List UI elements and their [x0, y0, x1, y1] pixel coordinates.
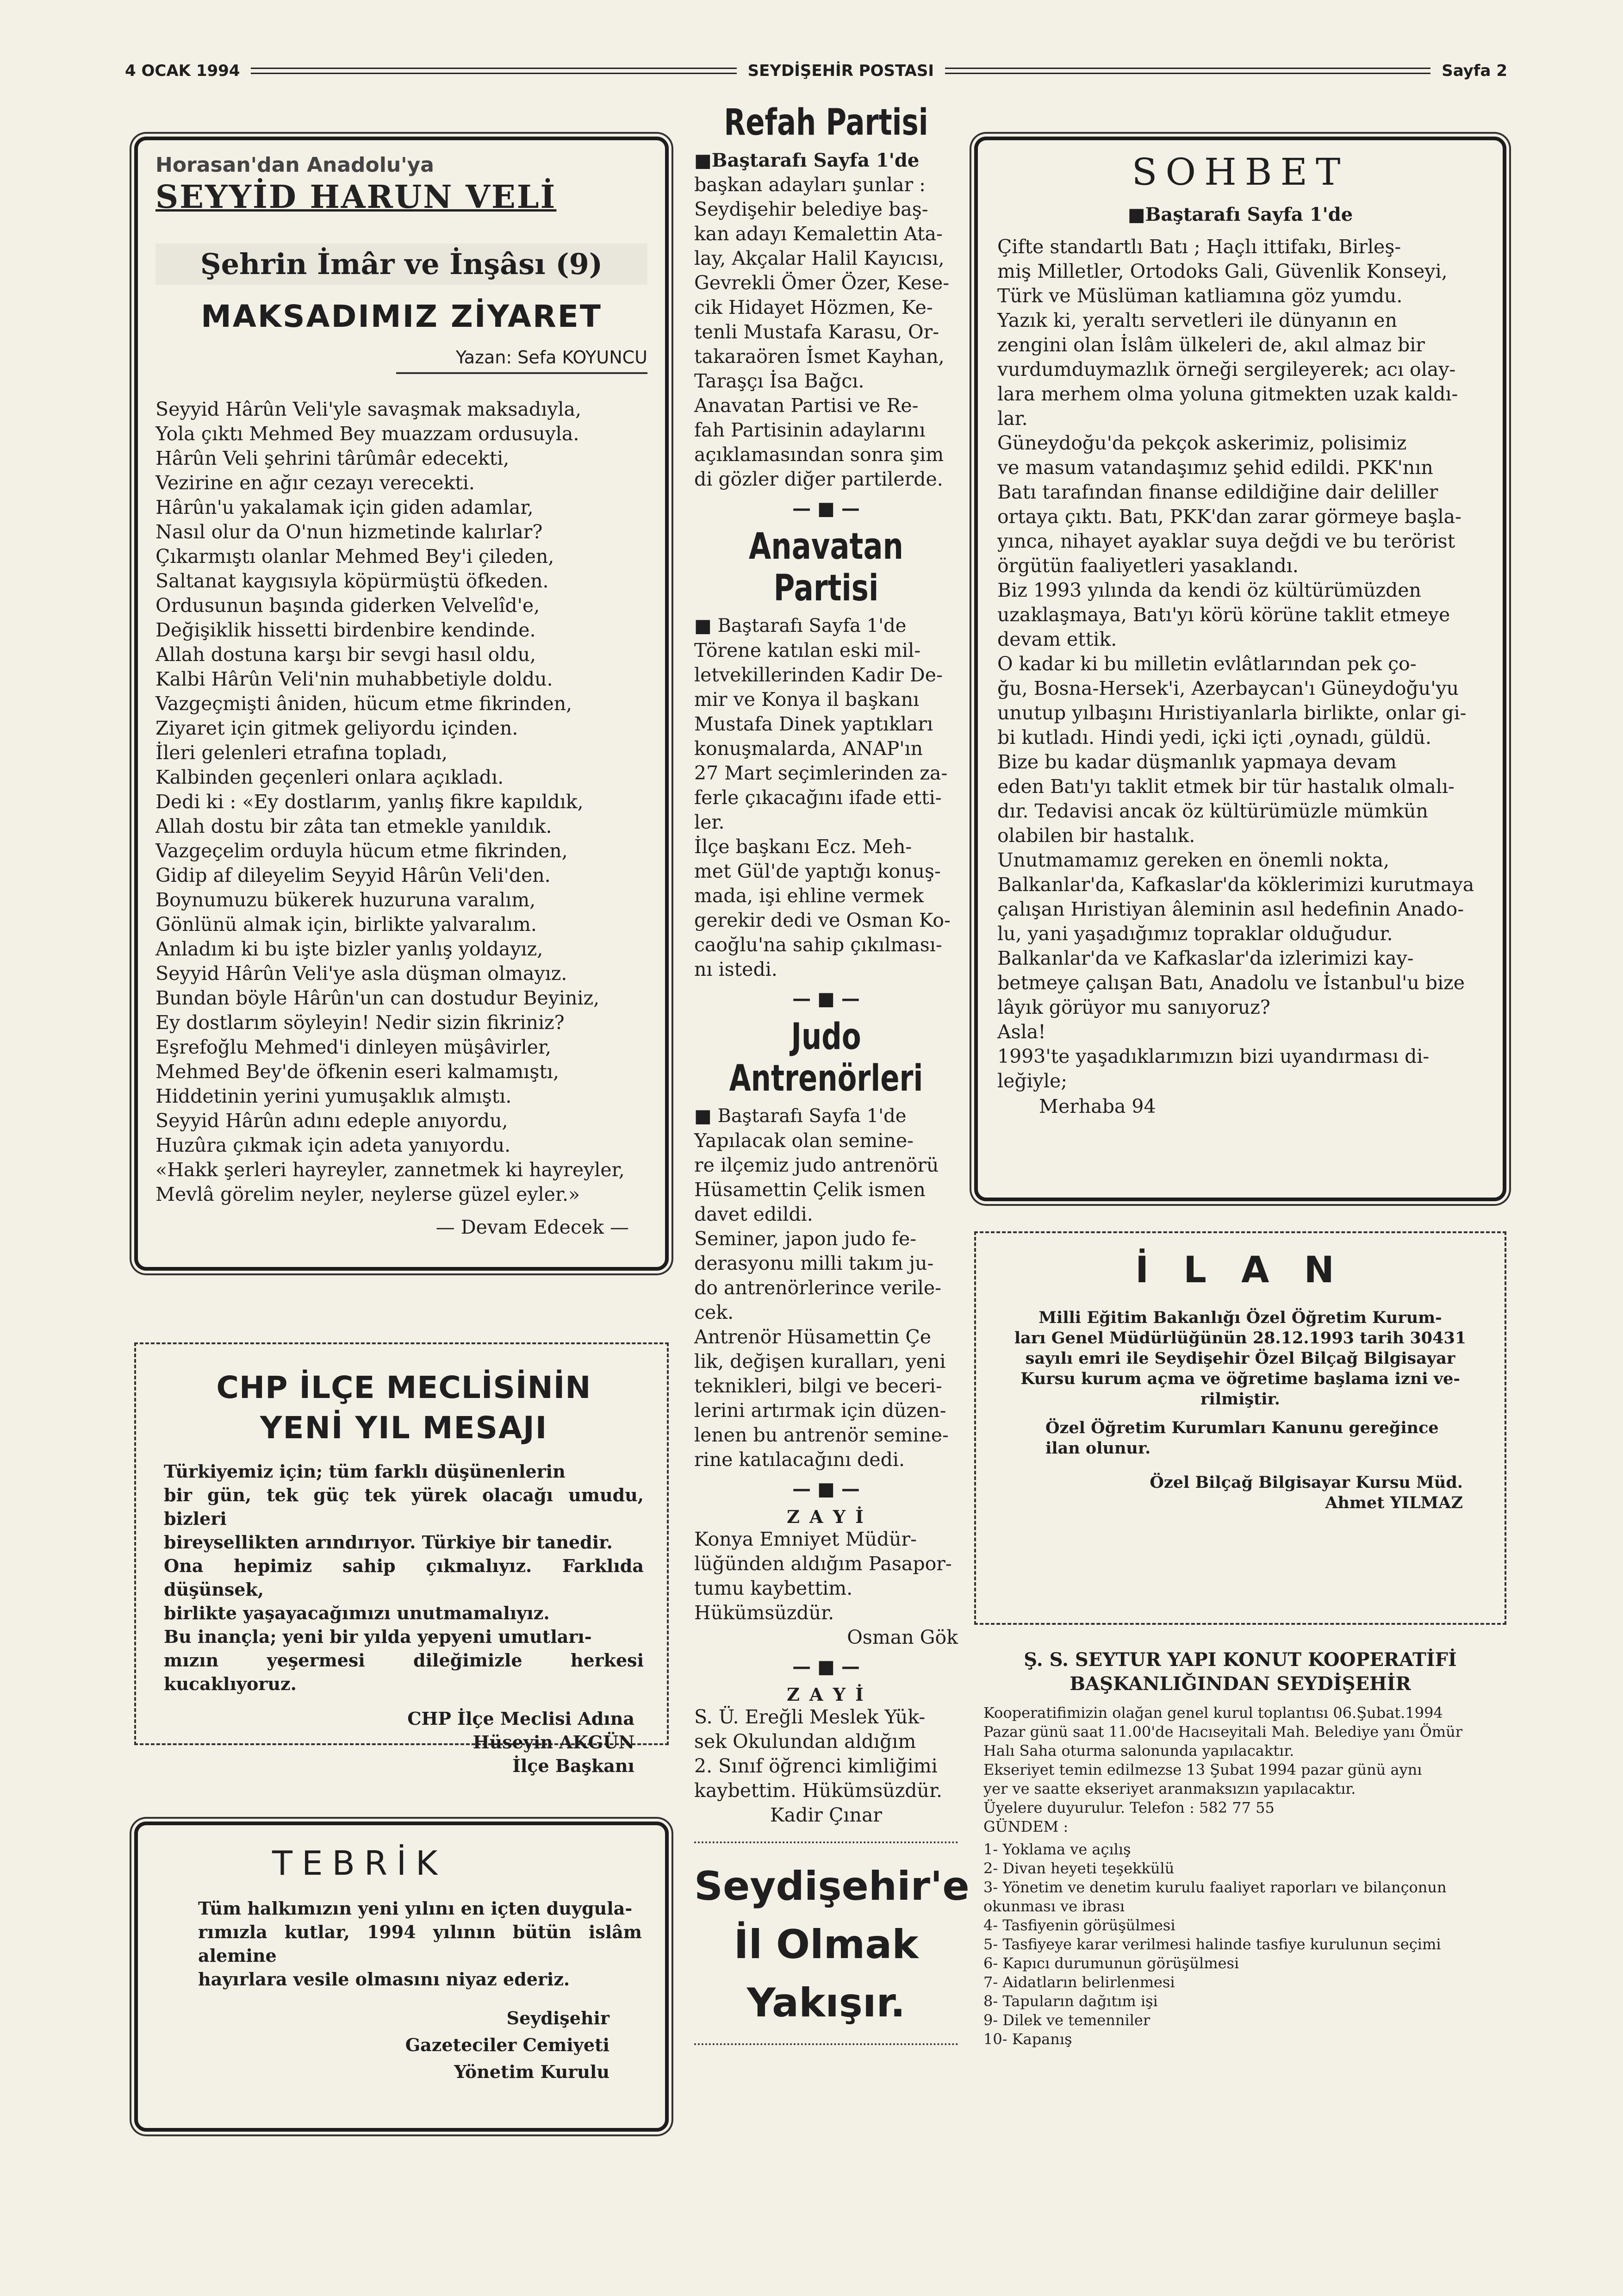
poem-line: Yola çıktı Mehmed Bey muazzam ordusuyla.	[155, 423, 579, 445]
sohbet-line: eden Batı'yı taklit etmek bir tür hastalık olmalı-	[997, 775, 1455, 798]
poem-line: Allah dostu bir zâta tan etmekle yanıldık.	[155, 815, 552, 837]
ilan-signature	[1004, 1472, 1477, 1513]
judo-line: cek.	[694, 1301, 734, 1323]
refah-line: kan adayı Kemalettin Ata-	[694, 223, 943, 245]
poem-line: Dedi ki : «Ey dostlarım, yanlış fikre kapıldık,	[155, 791, 584, 813]
anavatan-line: gerekir dedi ve Osman Ko-	[694, 909, 951, 931]
agenda-item: 1- Yoklama ve açılış	[983, 1841, 1131, 1858]
refah-title: Refah Partisi	[724, 102, 928, 144]
anavatan-body	[694, 638, 958, 982]
tebrik-signature	[161, 2005, 642, 2085]
judo-title: Judo Antrenörleri	[729, 1016, 923, 1099]
sohbet-line: örgütün faaliyetleri yasaklandı.	[997, 555, 1299, 577]
slogan-line: Seydişehir'e	[694, 1863, 970, 1909]
judo-line: lenen bu antrenör semine-	[694, 1424, 949, 1446]
sohbet-line: Güneydoğu'da pekçok askerimiz, polisimiz	[997, 432, 1407, 454]
poem-line: Gönlünü almak için, birlikte yalvaralım.	[155, 913, 537, 936]
poem-line: Ziyaret için gitmek geliyordu içinden.	[155, 717, 518, 739]
sohbet-ref: ■Baştarafı Sayfa 1'de	[1127, 204, 1353, 225]
poem-line: Seyyid Hârûn adını edeple anıyordu,	[155, 1110, 508, 1132]
seytur-line: Pazar günü saat 11.00'de Hacıseyitali Mah. Belediye yanı Ömür	[983, 1723, 1463, 1741]
sohbet-line: yınca, nihayet ayaklar suya değdi ve bu terörist	[997, 530, 1455, 552]
issue-date: 4 OCAK 1994	[125, 62, 240, 80]
separator: — ■ —	[792, 1656, 860, 1678]
judo-line: davet edildi.	[694, 1203, 813, 1225]
sohbet-line: Yazık ki, yeraltı servetleri ile dünyanın en	[997, 309, 1397, 331]
chp-line: bireysellikten arındırıyor. Türkiye bir tanedir.	[164, 1532, 613, 1553]
chp-body	[164, 1460, 644, 1696]
anavatan-line: letvekillerinden Kadir De-	[694, 664, 943, 686]
tebrik-signature-line: Gazeteciler Cemiyeti	[405, 2034, 609, 2055]
sohbet-line: Batı tarafından finanse edildiğine dair deliller	[997, 481, 1438, 503]
article-subtitle: MAKSADIMIZ ZİYARET	[201, 299, 602, 334]
poem-line: Çıkarmıştı olanlar Mehmed Bey'i çileden,	[155, 545, 554, 568]
chp-title-1: CHP İLÇE MECLİSİNİN	[216, 1370, 591, 1405]
sohbet-line: lâyık görüyor mu sanıyoruz?	[997, 996, 1270, 1018]
ilan-line: rilmiştir.	[1200, 1390, 1280, 1409]
sohbet-signature: Merhaba 94	[1039, 1095, 1156, 1117]
sohbet-line: Balkanlar'da, Kafkaslar'da köklerimizi kurutmaya	[997, 873, 1474, 896]
chp-message-box	[134, 1342, 669, 1776]
refah-line: cik Hidayet Hözmen, Ke-	[694, 296, 933, 318]
sohbet-line: O kadar ki bu milletin evlâtlarından pek ço-	[997, 653, 1417, 675]
zayi-1-line: lüğünden aldığım Pasapor-	[694, 1553, 952, 1575]
sohbet-line: lar.	[997, 407, 1028, 430]
poem-line: Saltanat kaygısıyla köpürmüştü öfkeden.	[155, 570, 549, 592]
refah-line: takaraören İsmet Kayhan,	[694, 345, 945, 368]
seytur-notice	[974, 1648, 1506, 2049]
chp-line: mızın yeşermesi dileğimizle herkesi kucaklıyoruz.	[164, 1650, 644, 1694]
judo-line: do antrenörlerince verile-	[694, 1277, 941, 1299]
sohbet-line: Bize bu kadar düşmanlık yapmaya devam	[997, 751, 1397, 773]
sohbet-line: bi kutladı. Hindi yedi, içki içti ,oynadı, güldü.	[997, 726, 1431, 749]
anavatan-line: İlçe başkanı Ecz. Meh-	[694, 836, 912, 858]
agenda-item: 10- Kapanış	[983, 2030, 1072, 2048]
sohbet-line: unutup yılbaşını Hıristiyanlarla birlikte, onlar gi-	[997, 702, 1467, 724]
sohbet-line: ve masum vatandaşımız şehid edildi. PKK'nın	[997, 456, 1433, 479]
zayi-2-line: 2. Sınıf öğrenci kimliğimi	[694, 1755, 938, 1777]
agenda-list	[974, 1840, 1506, 2049]
refah-line: lay, Akçalar Halil Kayıcısı,	[694, 247, 945, 269]
zayi-1-body	[694, 1527, 958, 1625]
sohbet-line: Balkanlar'da ve Kafkaslar'da izlerimizi kay-	[997, 947, 1414, 969]
article-title: Şehrin İmâr ve İnşâsı (9)	[155, 243, 647, 285]
poem-line: Eşrefoğlu Mehmed'i dinleyen müşâvirler,	[155, 1036, 552, 1058]
article-series-name: SEYYİD HARUN VELİ	[155, 179, 557, 216]
middle-column	[694, 102, 970, 2045]
anavatan-line: met Gül'de yaptığı konuş-	[694, 860, 941, 882]
zayi-1-line: Hükümsüzdür.	[694, 1602, 834, 1624]
separator: — ■ —	[792, 498, 860, 519]
refah-line: başkan adayları şunlar :	[694, 174, 926, 196]
anavatan-line: nı istedi.	[694, 958, 777, 980]
agenda-item: 7- Aidatların belirlenmesi	[983, 1973, 1175, 1991]
seytur-line: yer ve saatte ekseriyet aranmaksızın yapılacaktır.	[983, 1780, 1356, 1797]
slogan-box	[694, 1841, 970, 2045]
refah-body	[694, 173, 958, 492]
chp-line: bir gün, tek güç tek yürek olacağı umudu, bizleri	[164, 1485, 644, 1529]
judo-line: derasyonu milli takım ju-	[694, 1252, 934, 1274]
ilan-line: Özel Öğretim Kurumları Kanunu gereğince	[1045, 1418, 1439, 1437]
article-author: Yazan: Sefa KOYUNCU	[396, 347, 647, 374]
poem-line: Mevlâ görelim neyler, neylerse güzel eyler.»	[155, 1183, 580, 1205]
poem-line: Bundan böyle Hârûn'un can dostudur Beyiniz,	[155, 987, 600, 1009]
sohbet-line: Biz 1993 yılında da kendi öz kültürümüzden	[997, 579, 1421, 601]
sohbet-line: 1993'te yaşadıklarımızın bizi uyandırması di-	[997, 1045, 1430, 1067]
zayi-2-line: kaybettim. Hükümsüzdür.	[694, 1779, 943, 1802]
poem-line: Hiddetinin yerini yumuşaklık almıştı.	[155, 1085, 512, 1107]
seytur-title-1: Ş. S. SEYTUR YAPI KONUT KOOPERATİFİ	[1024, 1649, 1457, 1671]
refah-line: Anavatan Partisi ve Re-	[694, 394, 919, 417]
sohbet-line: ortaya çıktı. Batı, PKK'dan zarar görmeye başla-	[997, 505, 1461, 528]
agenda-item: 3- Yönetim ve denetim kurulu faaliyet raporları ve bilançonun	[983, 1878, 1447, 1896]
refah-line: açıklamasından sonra şim	[694, 443, 944, 466]
separator: — ■ —	[792, 1479, 860, 1500]
seytur-line: Halı Saha oturma salonunda yapılacaktır.	[983, 1742, 1294, 1759]
zayi-1-line: tumu kaybettim.	[694, 1577, 853, 1599]
sohbet-line: miş Milletler, Ortodoks Gali, Güvenlik Konseyi,	[997, 260, 1448, 282]
slogan-line: Yakışır.	[746, 1980, 906, 2026]
poem-line: Kalbi Hârûn Veli'nin muhabbetiyle doldu.	[155, 668, 553, 690]
refah-line: Seydişehir belediye baş-	[694, 198, 928, 220]
poem-line: Nasıl olur da O'nun hizmetinde kalırlar?	[155, 521, 543, 543]
page-number: Sayfa 2	[1442, 62, 1507, 80]
anavatan-line: Mustafa Dinek yaptıkları	[694, 713, 933, 735]
agenda-item: 4- Tasfiyenin görüşülmesi	[983, 1916, 1175, 1934]
judo-line: Hüsamettin Çelik ismen	[694, 1179, 926, 1201]
anavatan-title: Anavatan Partisi	[749, 526, 903, 609]
poem-line: Vezirine en ağır cezayı verecekti.	[155, 472, 475, 494]
judo-ref: ■ Baştarafı Sayfa 1'de	[694, 1105, 907, 1127]
zayi-2-line: sek Okulundan aldığım	[694, 1730, 916, 1753]
zayi-title: Z A Y İ	[787, 1506, 865, 1527]
judo-line: re ilçemiz judo antrenörü	[694, 1154, 939, 1176]
poem-line: Gidip af dileyelim Seyyid Hârûn Veli'den.	[155, 864, 551, 886]
tebrik-line: hayırlara vesile olmasını niyaz ederiz.	[198, 1969, 570, 1990]
judo-line: Yapılacak olan semine-	[694, 1129, 914, 1152]
separator: — ■ —	[792, 988, 860, 1010]
zayi-1-line: Konya Emniyet Müdür-	[694, 1528, 917, 1550]
agenda-item: 2- Divan heyeti teşekkülü	[983, 1859, 1175, 1877]
poem-line: Seyyid Hârûn Veli'yle savaşmak maksadıyla,	[155, 398, 581, 420]
refah-line: Taraşçı İsa Bağcı.	[694, 370, 864, 392]
anavatan-ref: ■ Baştarafı Sayfa 1'de	[694, 615, 907, 636]
poem-line: Seyyid Hârûn Veli'ye asla düşman olmayız.	[155, 962, 567, 985]
tebrik-body	[161, 1897, 642, 1991]
judo-line: Seminer, japon judo fe-	[694, 1228, 917, 1250]
sohbet-line: devam ettik.	[997, 628, 1117, 650]
judo-body	[694, 1129, 958, 1472]
ilan-line: Milli Eğitim Bakanlığı Özel Öğretim Kurum-	[1038, 1308, 1442, 1327]
seytur-line: Kooperatifimizin olağan genel kurul toplantısı 06.Şubat.1994	[983, 1704, 1443, 1722]
seyyid-article-box	[134, 137, 669, 1271]
seytur-body	[974, 1703, 1506, 1836]
poem-line: «Hakk şerleri hayreyler, zannetmek ki hayreyler,	[155, 1159, 625, 1181]
ilan-line: ilan olunur.	[1045, 1439, 1151, 1458]
sohbet-line: Türk ve Müslüman katliamına göz yumdu.	[997, 285, 1403, 307]
page-header	[125, 59, 1507, 82]
slogan	[694, 1857, 970, 2032]
poem-line: Huzûra çıkmak için adeta yanıyordu.	[155, 1134, 511, 1156]
tebrik-line: rımızla kutlar, 1994 yılının bütün islâm alemine	[198, 1922, 642, 1966]
sohbet-line: lu, yani yaşadığımız topraklar olduğudur.	[997, 923, 1393, 945]
poem-line: Değişiklik hissetti birdenbire kendinde.	[155, 619, 536, 641]
chp-signature	[164, 1707, 644, 1778]
chp-signature-line: Hüseyin AKGÜN	[473, 1732, 634, 1753]
refah-line: di gözler diğer partilerde.	[694, 468, 943, 490]
tebrik-box	[134, 1822, 669, 2132]
anavatan-line: 27 Mart seçimlerinden za-	[694, 762, 948, 784]
anavatan-line: ler.	[694, 811, 725, 833]
anavatan-line: caoğlu'na sahip çıkılması-	[694, 934, 942, 956]
continued-note: — Devam Edecek —	[435, 1216, 629, 1238]
judo-line: lerini artırmak için düzen-	[694, 1399, 946, 1422]
sohbet-line: ğu, Bosna-Hersek'i, Azerbaycan'ı Güneydoğu'yu	[997, 677, 1459, 699]
zayi-1-name: Osman Gök	[847, 1626, 958, 1648]
poem-line: Allah dostuna karşı bir sevgi hasıl oldu,	[155, 643, 536, 666]
judo-line: rine katılacağını dedi.	[694, 1448, 905, 1471]
seytur-title-2: BAŞKANLIĞINDAN SEYDİŞEHİR	[1070, 1673, 1411, 1695]
chp-line: Bu inançla; yeni bir yılda yepyeni umutları-	[164, 1626, 592, 1647]
poem-line: Hârûn'u yakalamak için giden adamlar,	[155, 496, 534, 518]
chp-line: Ona hepimiz sahip çıkmalıyız. Farklıda düşünsek,	[164, 1555, 644, 1600]
poem-line: Boynumuzu bükerek huzuruna varalım,	[155, 889, 536, 911]
refah-ref: ■Baştarafı Sayfa 1'de	[694, 150, 920, 171]
ilan-body-2	[1004, 1418, 1477, 1459]
tebrik-signature-line: Seydişehir	[506, 2008, 609, 2028]
zayi-2-line: S. Ü. Ereğli Meslek Yük-	[694, 1706, 926, 1728]
chp-signature-line: CHP İlçe Meclisi Adına	[407, 1708, 634, 1729]
sohbet-line: leğiyle;	[997, 1070, 1068, 1092]
ilan-body	[1004, 1308, 1477, 1410]
sohbet-line: Unutmamamız gereken en önemli nokta,	[997, 849, 1390, 871]
poem-line: Mehmed Bey'de öfkenin eseri kalmamıştı,	[155, 1061, 560, 1083]
slogan-line: İl Olmak	[734, 1922, 919, 1968]
header-rule-left	[251, 68, 736, 74]
chp-line: Türkiyemiz için; tüm farklı düşünenlerin	[164, 1461, 566, 1482]
poem-line: Vazgeçelim orduyla hücum etme fikrinden,	[155, 840, 568, 862]
anavatan-line: Törene katılan eski mil-	[694, 639, 921, 661]
sohbet-body	[997, 235, 1483, 1093]
ilan-signature-line: Özel Bilçağ Bilgisayar Kursu Müd.	[1150, 1473, 1463, 1492]
sohbet-line: Asla!	[997, 1021, 1046, 1043]
sohbet-line: betmeye çalışan Batı, Anadolu ve İstanbul'u bize	[997, 972, 1465, 994]
chp-line: birlikte yaşayacağımızı unutmamalıyız.	[164, 1603, 550, 1623]
sohbet-line: uzaklaşmaya, Batı'yı körü körüne taklit etmeye	[997, 604, 1450, 626]
seytur-line: Üyelere duyurulur. Telefon : 582 77 55	[983, 1799, 1275, 1816]
ilan-line: sayılı emri ile Seydişehir Özel Bilçağ Bilgisayar	[1025, 1349, 1455, 1368]
refah-line: fah Partisinin adaylarını	[694, 419, 926, 441]
anavatan-line: ferle çıkacağını ifade etti-	[694, 786, 942, 809]
judo-line: lik, değişen kuralları, yeni	[694, 1350, 946, 1373]
zayi-2-name: Kadir Çınar	[770, 1804, 882, 1826]
anavatan-line: mada, işi ehline vermek	[694, 885, 924, 907]
poem-line: Hârûn Veli şehrini târûmâr edecekti,	[155, 447, 510, 469]
sohbet-box	[974, 137, 1506, 1201]
ilan-box	[974, 1231, 1506, 1625]
sohbet-line: çalışan Hıristiyan âleminin asıl hedefinin Anado-	[997, 898, 1464, 920]
sohbet-line: zengini olan İslâm ülkeleri de, akıl almaz bir	[997, 334, 1425, 356]
sohbet-line: Çifte standartlı Batı ; Haçlı ittifakı, Birleş-	[997, 236, 1401, 258]
sohbet-line: dır. Tedavisi ancak öz kültürümüzle mümkün	[997, 800, 1428, 822]
article-kicker: Horasan'dan Anadolu'ya	[155, 153, 434, 177]
judo-line: teknikleri, bilgi ve beceri-	[694, 1375, 942, 1397]
refah-line: Gevrekli Ömer Özer, Kese-	[694, 272, 950, 294]
poem-line: Anladım ki bu işte bizler yanlış yoldayız,	[155, 938, 543, 960]
zayi-2-body	[694, 1705, 958, 1803]
agenda-item: okunması ve ibrası	[983, 1897, 1125, 1915]
poem-line: Ey dostlarım söyleyin! Nedir sizin fikriniz?	[155, 1011, 565, 1034]
ilan-line: ları Genel Müdürlüğünün 28.12.1993 tarih 30431	[1014, 1329, 1467, 1348]
seytur-line: GÜNDEM :	[983, 1818, 1069, 1835]
sohbet-line: olabilen bir hastalık.	[997, 824, 1195, 847]
sohbet-line: vurdumduymazlık örneği sergileyerek; acı olay-	[997, 358, 1456, 381]
chp-signature-line: İlçe Başkanı	[512, 1755, 634, 1776]
zayi-title: Z A Y İ	[787, 1684, 865, 1705]
ilan-title: İ L A N	[1135, 1249, 1345, 1291]
ilan-line: Kursu kurum açma ve öğretime başlama izni ve-	[1020, 1369, 1460, 1388]
poem-line: Kalbinden geçenleri onlara açıkladı.	[155, 766, 504, 788]
refah-line: tenli Mustafa Karasu, Or-	[694, 321, 939, 343]
tebrik-title: TEBRİK	[272, 1844, 447, 1883]
tebrik-line: Tüm halkımızın yeni yılını en içten duygula-	[198, 1898, 633, 1919]
header-rule-right	[945, 68, 1430, 74]
anavatan-line: konuşmalarda, ANAP'ın	[694, 737, 923, 760]
agenda-item: 9- Dilek ve temenniler	[983, 2011, 1150, 2029]
poem-line: İleri gelenleri etrafına topladı,	[155, 742, 448, 764]
chp-title-2: YENİ YIL MESAJI	[260, 1410, 548, 1446]
poem-body	[155, 397, 647, 1207]
poem-line: Vazgeçmişti âniden, hücum etme fikrinden,	[155, 693, 572, 715]
agenda-item: 6- Kapıcı durumunun görüşülmesi	[983, 1954, 1239, 1972]
sohbet-line: lara merhem olma yoluna gitmekten uzak kaldı-	[997, 383, 1458, 405]
agenda-item: 5- Tasfiyeye karar verilmesi halinde tasfiye kurulunun seçimi	[983, 1935, 1441, 1953]
judo-line: Antrenör Hüsamettin Çe	[694, 1326, 931, 1348]
seytur-line: Ekseriyet temin edilmezse 13 Şubat 1994 pazar günü aynı	[983, 1761, 1422, 1778]
newspaper-name: SEYDİŞEHİR POSTASI	[747, 62, 934, 80]
tebrik-signature-line: Yönetim Kurulu	[454, 2061, 609, 2082]
ilan-signature-line: Ahmet YILMAZ	[1325, 1493, 1463, 1512]
sohbet-title: SOHBET	[1132, 150, 1349, 193]
anavatan-line: mir ve Konya il başkanı	[694, 688, 920, 711]
agenda-item: 8- Tapuların dağıtım işi	[983, 1992, 1158, 2010]
poem-line: Ordusunun başında giderken Velvelîd'e,	[155, 594, 540, 617]
